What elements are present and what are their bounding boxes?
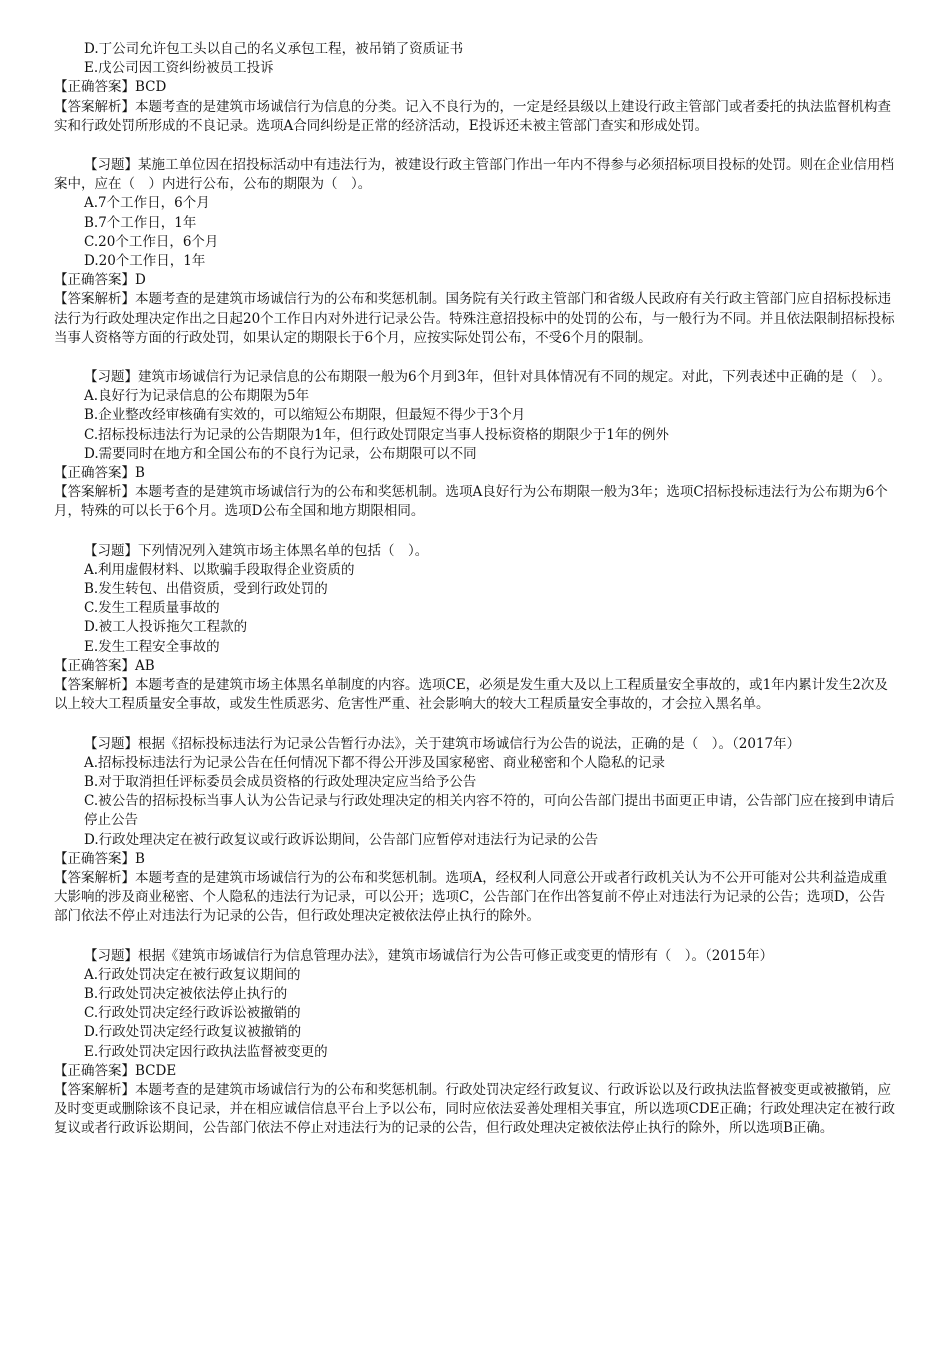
document-page	[54, 40, 896, 1139]
question-stem: 【习题】下列情况列入建筑市场主体黑名单的包括（ ）。	[84, 542, 429, 559]
option-line: A.行政处罚决定在被行政复议期间的	[84, 966, 301, 983]
analysis-paragraph: 【答案解析】本题考查的是建筑市场诚信行为的公布和奖惩机制。选项A，经权利人同意公开或者行政机关认为不公开可能对公共利益造成重大影响的涉及商业秘密、个人隐私的违法行为记录，可以公开；选项C，公告部门在作出答复前不停止对违法行为记录的公告；选项D，公告部门依法不停止对违法行为记录的公告，但行政处理决定被依法停止执行的除外。	[54, 869, 888, 925]
option-line: D.20个工作日，1年	[84, 253, 206, 270]
answer-line: 【正确答案】B	[54, 850, 145, 867]
option-line: E.行政处罚决定因行政执法监督被变更的	[84, 1043, 328, 1060]
option-line: B.7个工作日，1年	[84, 214, 197, 231]
option-line: D.行政处罚决定经行政复议被撤销的	[84, 1024, 302, 1041]
option-line: C.发生工程质量事故的	[84, 600, 220, 617]
analysis-paragraph: 【答案解析】本题考查的是建筑市场诚信行为信息的分类。记入不良行为的，一定是经县级以上建设行政主管部门或者委托的执法监督机构查实和行政处罚所形成的不良记录。选项A合同纠纷是正常的经济活动，E投诉还未被主管部门查实和形成处罚。	[54, 98, 891, 134]
option-line: C.招标投标违法行为记录的公告期限为1年，但行政处罚限定当事人投标资格的期限少于1年的例外	[84, 426, 669, 443]
option-line: A.7个工作日，6个月	[84, 195, 210, 212]
answer-line: 【正确答案】BCDE	[54, 1062, 177, 1079]
option-line: C.行政处罚决定经行政诉讼被撤销的	[84, 1005, 301, 1022]
question-stem: 【习题】建筑市场诚信行为记录信息的公布期限一般为6个月到3年，但针对具体情况有不同的规定。对此，下列表述中正确的是（ ）。	[84, 369, 891, 386]
option-line: A.良好行为记录信息的公布期限为5年	[84, 388, 310, 405]
option-line: B.企业整改经审核确有实效的，可以缩短公布期限，但最短不得少于3个月	[84, 407, 526, 424]
answer-line: 【正确答案】AB	[54, 657, 155, 674]
question-stem: 【习题】某施工单位因在招投标活动中有违法行为，被建设行政主管部门作出一年内不得参与必须招标项目投标的处罚。则在企业信用档案中，应在（ ）内进行公布，公布的期限为（ ）。	[54, 157, 894, 193]
analysis-paragraph: 【答案解析】本题考查的是建筑市场诚信行为的公布和奖惩机制。行政处罚决定经行政复议、行政诉讼以及行政执法监督被变更或被撤销，应及时变更或删除该不良记录，并在相应诚信信息平台上予以公布，同时应依法妥善处理相关事宜，所以选项CDE正确；行政处理决定在被行政复议或者行政诉讼期间，公告部门依法不停止对违法行为的记录的公告，但行政处理决定被依法停止执行的除外，所以选项B正确。	[54, 1081, 896, 1137]
answer-line: 【正确答案】B	[54, 465, 145, 482]
option-line: B.行政处罚决定被依法停止执行的	[84, 985, 288, 1002]
option-line: E.戊公司因工资纠纷被员工投诉	[84, 60, 274, 77]
option-line: A.利用虚假材料、以欺骗手段取得企业资质的	[84, 561, 355, 578]
question-stem: 【习题】根据《招标投标违法行为记录公告暂行办法》，关于建筑市场诚信行为公告的说法，正确的是（ ）。（2017年）	[84, 735, 801, 752]
option-line: D.行政处理决定在被行政复议或行政诉讼期间，公告部门应暂停对违法行为记录的公告	[84, 831, 599, 848]
option-line: D.丁公司允许包工头以自己的名义承包工程，被吊销了资质证书	[84, 41, 464, 57]
answer-line: 【正确答案】BCD	[54, 79, 167, 96]
answer-line: 【正确答案】D	[54, 272, 146, 289]
option-line: C.20个工作日，6个月	[84, 233, 219, 250]
option-line: D.需要同时在地方和全国公布的不良行为记录，公布期限可以不同	[84, 445, 477, 462]
option-line: E.发生工程安全事故的	[84, 638, 220, 655]
option-line: B.发生转包、出借资质，受到行政处罚的	[84, 581, 328, 598]
option-line: B.对于取消担任评标委员会成员资格的行政处理决定应当给予公告	[84, 773, 477, 790]
option-line: A.招标投标违法行为记录公告在任何情况下都不得公开涉及国家秘密、商业秘密和个人隐私的记录	[84, 754, 666, 771]
option-line: D.被工人投诉拖欠工程款的	[84, 619, 248, 636]
analysis-paragraph: 【答案解析】本题考查的是建筑市场主体黑名单制度的内容。选项CE，必须是发生重大及以上工程质量安全事故的，或1年内累计发生2次及以上较大工程质量安全事故，或发生性质恶劣、危害性严重、社会影响大的较大工程质量安全事故的，才会拉入黑名单。	[54, 677, 888, 713]
analysis-paragraph: 【答案解析】本题考查的是建筑市场诚信行为的公布和奖惩机制。国务院有关行政主管部门和省级人民政府有关行政主管部门应自招标投标违法行为行政处理决定作出之日起20个工作日内对外进行记录公告。特殊注意招投标中的处罚的公布，与一般行为不同。并且依法限制招标投标当事人资格等方面的行政处罚，如果认定的期限长于6个月，应按实际处罚公布，不受6个月的限制。	[54, 291, 895, 346]
question-stem: 【习题】根据《建筑市场诚信行为信息管理办法》，建筑市场诚信行为公告可修正或变更的情形有（ ）。（2015年）	[84, 947, 774, 964]
analysis-paragraph: 【答案解析】本题考查的是建筑市场诚信行为的公布和奖惩机制。选项A良好行为公布期限一般为3年；选项C招标投标违法行为公布期为6个月，特殊的可以长于6个月。选项D公布全国和地方期限相同。	[54, 484, 888, 520]
option-line: C.被公告的招标投标当事人认为公告记录与行政处理决定的相关内容不符的，可向公告部门提出书面更正申请，公告部门应在接到申请后停止公告	[84, 793, 895, 829]
